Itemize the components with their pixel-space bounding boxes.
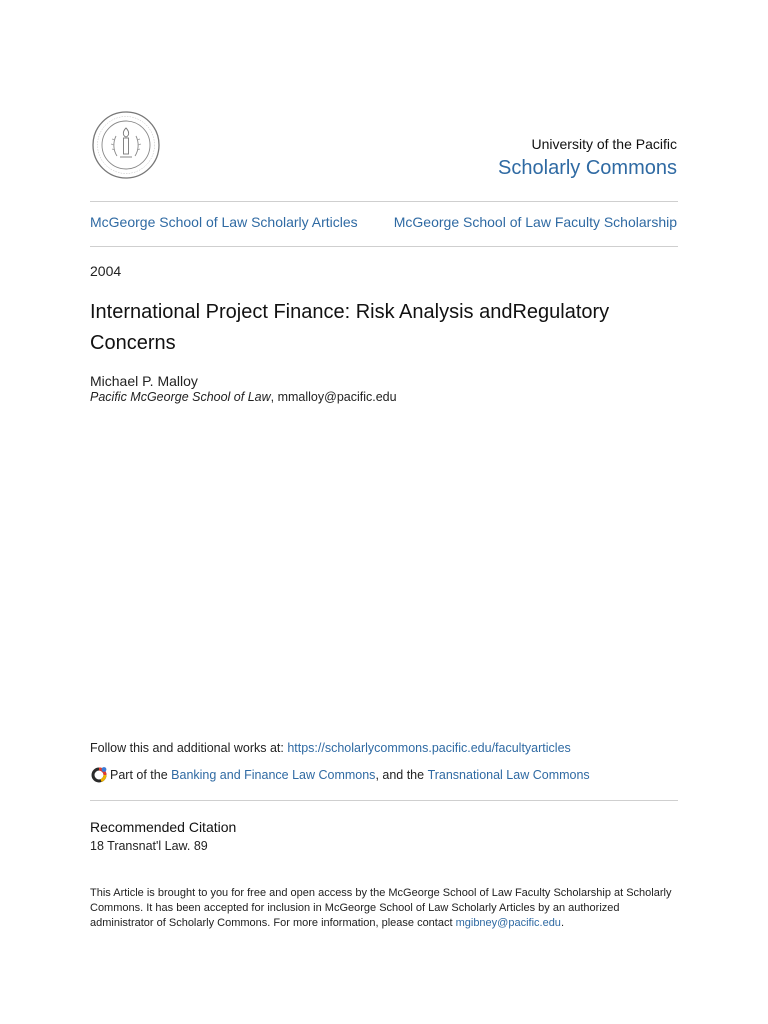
article-title: International Project Finance: Risk Analysis andRegulatory Concerns bbox=[90, 301, 610, 354]
author-name: Michael P. Malloy bbox=[90, 373, 198, 389]
author-affiliation: Pacific McGeorge School of Law, mmalloy@pacific.edu bbox=[90, 390, 397, 404]
publication-year: 2004 bbox=[90, 263, 122, 279]
follow-line bbox=[90, 741, 571, 755]
follow-label: Follow this and additional works at: bbox=[90, 741, 288, 755]
commons-link-banking-finance[interactable]: Banking and Finance Law Commons bbox=[171, 768, 376, 782]
collection-link-faculty-scholarship[interactable]: McGeorge School of Law Faculty Scholarship bbox=[393, 214, 677, 230]
divider-collections bbox=[90, 246, 678, 247]
part-of-prefix: Part of the bbox=[110, 768, 172, 782]
contact-email-link[interactable]: mgibney@pacific.edu bbox=[455, 917, 561, 929]
affiliation-name: Pacific McGeorge School of Law bbox=[90, 390, 271, 404]
part-of-line bbox=[90, 766, 590, 784]
access-notice bbox=[90, 886, 680, 931]
follow-url-link[interactable]: https://scholarlycommons.pacific.edu/facultyarticles bbox=[287, 741, 571, 755]
divider-citation bbox=[90, 800, 678, 801]
divider-top bbox=[90, 201, 678, 202]
author-email: mmalloy@pacific.edu bbox=[277, 390, 397, 404]
university-seal-icon bbox=[91, 110, 161, 180]
citation-heading: Recommended Citation bbox=[90, 819, 237, 835]
repository-link[interactable]: Scholarly Commons bbox=[498, 157, 677, 179]
commons-link-transnational[interactable]: Transnational Law Commons bbox=[427, 768, 590, 782]
access-notice-end: . bbox=[560, 917, 564, 929]
collection-link-scholarly-articles[interactable]: McGeorge School of Law Scholarly Articles bbox=[90, 214, 358, 230]
network-icon bbox=[90, 766, 108, 784]
part-of-mid: , and the bbox=[375, 768, 428, 782]
citation-text: 18 Transnat'l Law. 89 bbox=[90, 839, 208, 853]
university-name: University of the Pacific bbox=[531, 136, 677, 152]
access-notice-text: This Article is brought to you for free and open access by the McGeorge School of Law Faculty Scholarship at Scholarly Commons. It has been accepted for inclusion in McGeorge School of Law Scholarly Articles by an authorized administrator of Scholarly Commons. For more information, please contact bbox=[90, 887, 672, 929]
